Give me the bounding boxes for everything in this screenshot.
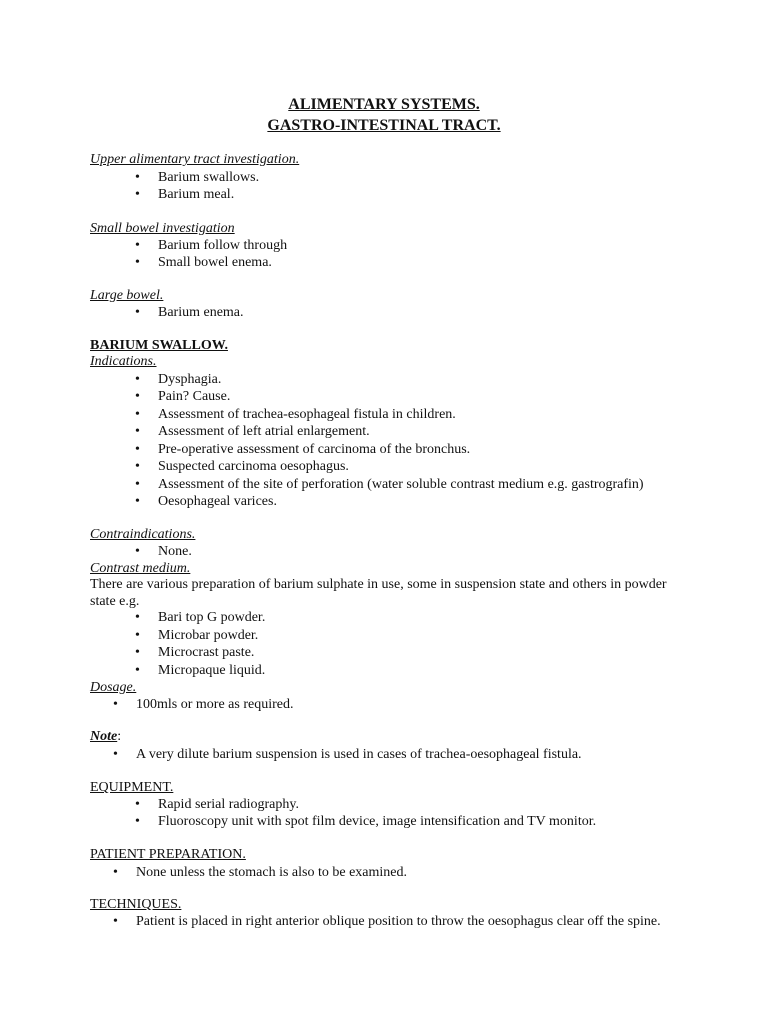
bullet-icon: •	[135, 663, 140, 678]
indications-heading: Indications.	[90, 354, 157, 369]
bullet-icon: •	[135, 424, 140, 439]
bullet-icon: •	[135, 459, 140, 474]
dosage-heading: Dosage.	[90, 680, 137, 695]
document-page: ALIMENTARY SYSTEMS. GASTRO-INTESTINAL TRACT. Upper alimentary tract investigation. • Barium swallows. • Barium meal. Small bowel investigation • Barium follow through • Small bowel enema. Large bowel. • Barium enema. BARIUM SWALLOW. Indications. • Dysphagia. • Pain? Cause. • Assessment of trachea-esophageal fistula in children. • Assessment of left atrial enlargement. • Pre-operative assessment of carcinoma of the bronchus. • Suspected carcinoma oesophagus. • Assessment of the site of perforation (water soluble contrast medium e.g. gastrografin) • Oesophageal varices. Contraindications. • None. Contrast medium. There are various preparation of barium sulphate in use, some in suspension state and others in powder state e.g. • Bari top G powder. • Microbar powder. • Microcrast paste. • Micropaque liquid. Dosage. • 100mls or more as required. Note: • A very dilute barium suspension is used in cases of trachea-oesophageal fistula. EQUIPMENT. • Rapid serial radiography. • Fluoroscopy unit with spot film device, image intensification and TV monitor. PATIENT PREPARATION. • None unless the stomach is also to be examined. TECHNIQUES. • Patient is placed in right anterior oblique position to throw the oesophagus clear off the spine.	[0, 0, 768, 1024]
bullet-icon: •	[135, 477, 140, 492]
title-line-2: GASTRO-INTESTINAL TRACT.	[267, 117, 501, 134]
bullet-icon: •	[135, 389, 140, 404]
bullet-icon: •	[135, 610, 140, 625]
upper-heading: Upper alimentary tract investigation.	[90, 152, 300, 167]
bullet-icon: •	[135, 238, 140, 253]
bullet-icon: •	[113, 914, 118, 929]
bullet-icon: •	[135, 372, 140, 387]
bullet-icon: •	[135, 407, 140, 422]
bullet-icon: •	[135, 442, 140, 457]
bullet-icon: •	[113, 747, 118, 762]
techniques-heading: TECHNIQUES.	[90, 897, 182, 912]
bullet-icon: •	[135, 645, 140, 660]
small-bowel-heading: Small bowel investigation	[90, 221, 235, 236]
contrast-heading: Contrast medium.	[90, 561, 191, 576]
bullet-icon: •	[113, 865, 118, 880]
bullet-icon: •	[135, 544, 140, 559]
bullet-icon: •	[135, 628, 140, 643]
contrast-paragraph: There are various preparation of barium sulphate in use, some in suspension state and others in powder state e.g.	[90, 577, 667, 609]
bullet-icon: •	[135, 170, 140, 185]
bullet-icon: •	[113, 697, 118, 712]
bullet-icon: •	[135, 814, 140, 829]
bullet-icon: •	[135, 305, 140, 320]
note-heading: Note:	[90, 729, 122, 744]
patient-preparation-heading: PATIENT PREPARATION.	[90, 847, 246, 862]
contraindications-heading: Contraindications.	[90, 527, 196, 542]
barium-swallow-heading: BARIUM SWALLOW.	[90, 338, 228, 353]
bullet-icon: •	[135, 255, 140, 270]
large-bowel-heading: Large bowel.	[90, 288, 164, 303]
bullet-icon: •	[135, 494, 140, 509]
bullet-icon: •	[135, 797, 140, 812]
bullet-icon: •	[135, 187, 140, 202]
title-line-1: ALIMENTARY SYSTEMS.	[288, 96, 480, 113]
equipment-heading: EQUIPMENT.	[90, 780, 174, 795]
